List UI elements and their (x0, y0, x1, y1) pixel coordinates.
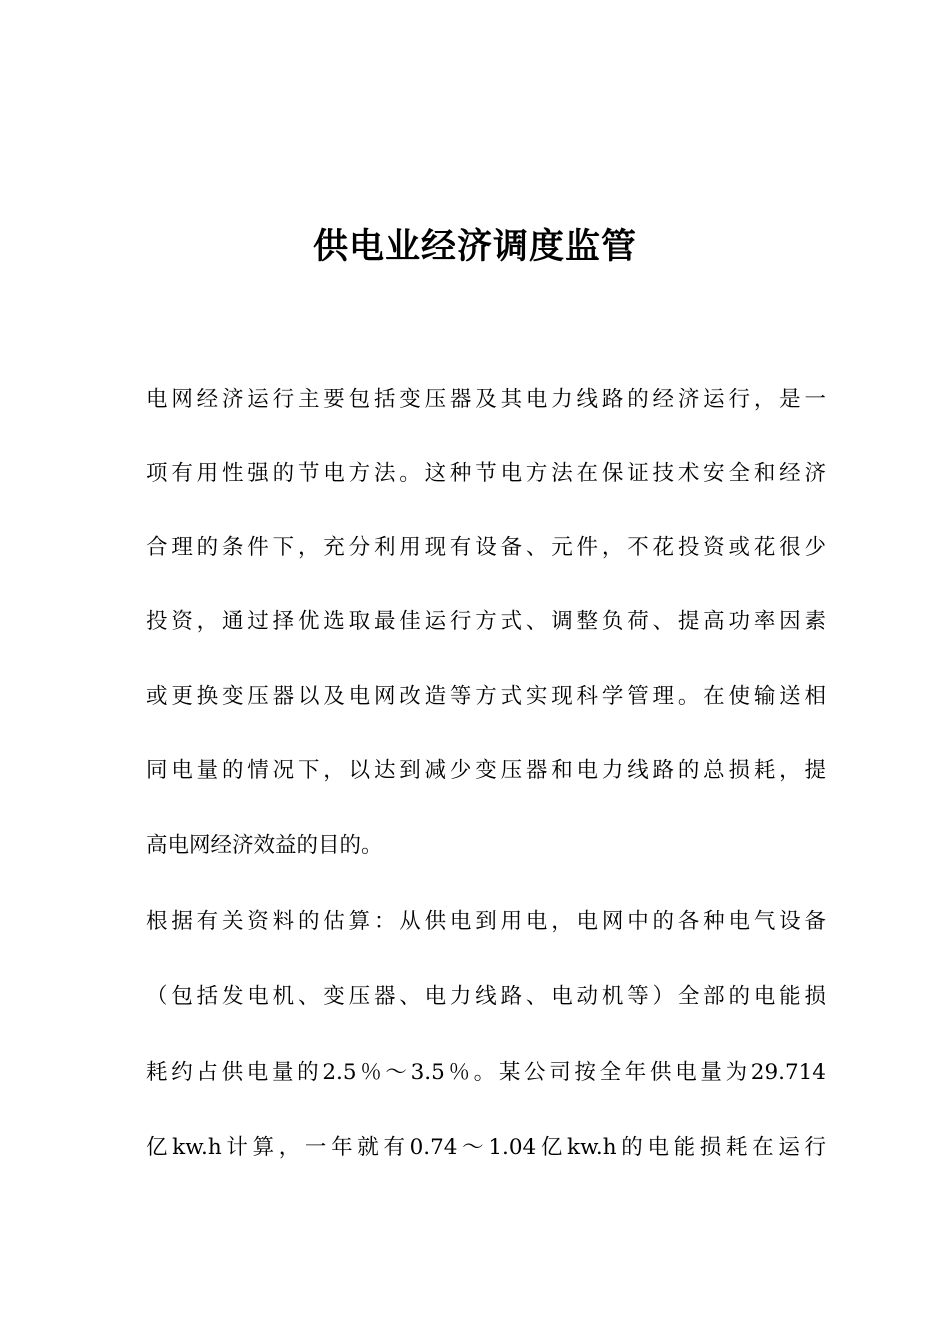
paragraph-1-line-2: 项有用性强的节电方法。这种节电方法在保证技术安全和经济 (146, 461, 826, 486)
document-title: 供电业经济调度监管 (312, 227, 637, 267)
paragraph-1-line-6: 同电量的情况下，以达到减少变压器和电力线路的总损耗，提 (146, 758, 826, 783)
paragraph-2-line-3: 耗约占供电量的2.5％～3.5％。某公司按全年供电量为29.714 (146, 1060, 826, 1085)
paragraph-2-line-1: 根据有关资料的估算：从供电到用电，电网中的各种电气设备 (146, 909, 826, 934)
paragraph-2-line-2: （包括发电机、变压器、电力线路、电动机等）全部的电能损 (146, 984, 826, 1009)
paragraph-1-line-1: 电网经济运行主要包括变压器及其电力线路的经济运行，是一 (146, 387, 826, 412)
paragraph-1-line-4: 投资，通过择优选取最佳运行方式、调整负荷、提高功率因素 (146, 609, 826, 634)
paragraph-2-line-4: 亿kw.h计算，一年就有0.74～1.04亿kw.h的电能损耗在运行 (146, 1135, 826, 1160)
paragraph-1-line-7: 高电网经济效益的目的。 (146, 833, 383, 858)
paragraph-1-line-3: 合理的条件下，充分利用现有设备、元件，不花投资或花很少 (146, 535, 826, 560)
paragraph-1-line-5: 或更换变压器以及电网改造等方式实现科学管理。在使输送相 (146, 684, 826, 709)
